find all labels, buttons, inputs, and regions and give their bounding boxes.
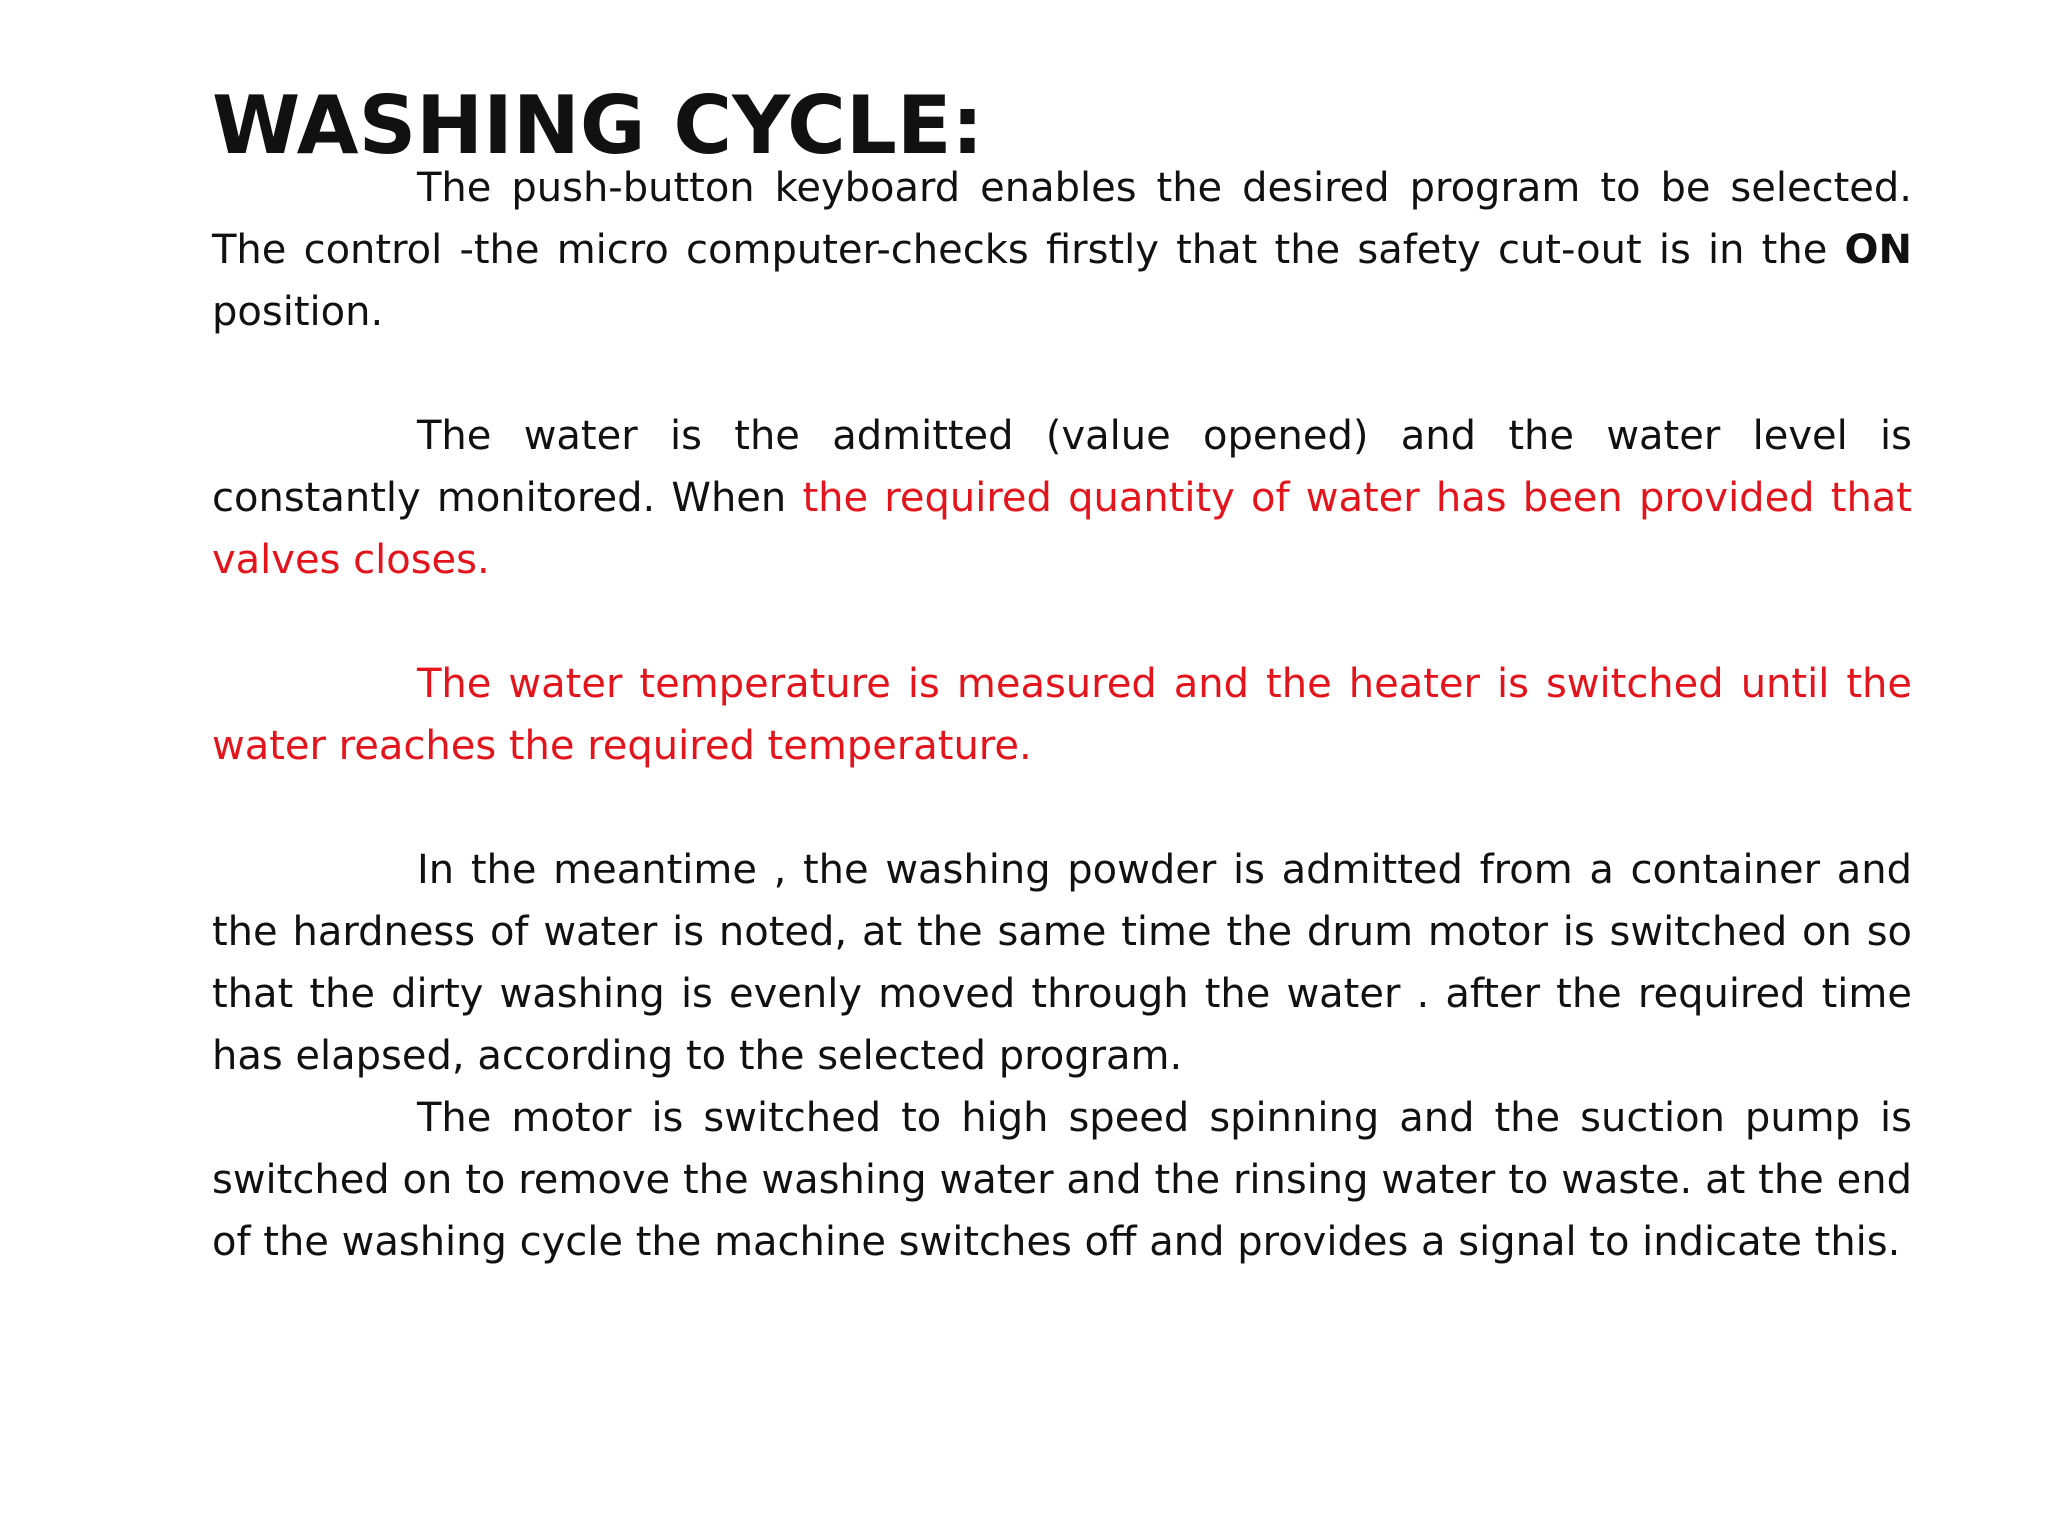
- paragraph-text: The motor is switched to high speed spinning and the suction pump is switched on to remove the washing water and the rinsing water to waste. at the end of the washing cycle the machine switches off and provides a signal to indicate this.: [212, 1095, 1912, 1265]
- on-emphasis: ON: [1844, 227, 1912, 273]
- highlighted-text: The water temperature is measured and the heater is switched until the water reaches the required temperature.: [212, 661, 1912, 769]
- paragraph-text: In the meantime , the washing powder is admitted from a container and the hardness of water is noted, at the same time the drum motor is switched on so that the dirty washing is evenly moved through the water . after the required time has elapsed, according to the selected program.: [212, 847, 1912, 1079]
- paragraph-program-selection: [212, 157, 1912, 343]
- slide-content: [212, 79, 1912, 1273]
- paragraph-spacer: [212, 777, 1912, 839]
- paragraph-spacer: [212, 343, 1912, 405]
- paragraph-washing-powder: [212, 839, 1912, 1087]
- paragraph-spacer: [212, 591, 1912, 653]
- paragraph-text: The push-button keyboard enables the desired program to be selected. The control -the micro computer-checks firstly that the safety cut-out is in the: [212, 165, 1912, 273]
- paragraph-text: position.: [212, 289, 384, 335]
- paragraph-water-admission: [212, 405, 1912, 591]
- slide-title: WASHING CYCLE:: [212, 79, 984, 172]
- highlighted-text: the required quantity of water has been provided that valves closes.: [212, 475, 1912, 583]
- paragraph-water-temperature: [212, 653, 1912, 777]
- paragraph-text: The water is the admitted (value opened) and the water level is constantly monitored. When: [212, 413, 1912, 521]
- paragraph-spin-cycle: [212, 1087, 1912, 1273]
